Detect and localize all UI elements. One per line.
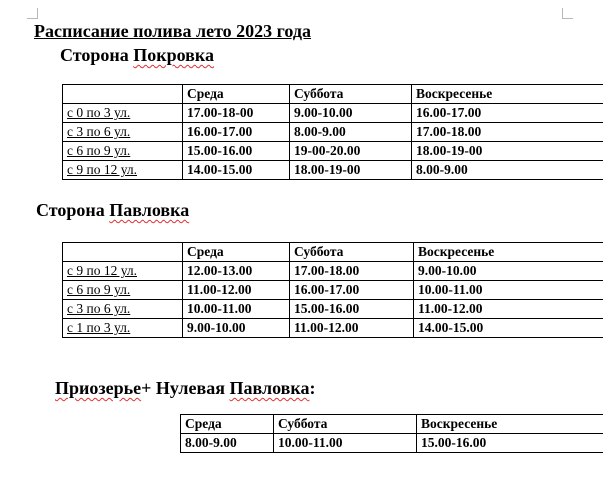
time-cell: 18.00-19-00 [290,161,412,180]
table-body [63,243,603,338]
time-cell: 9.00-10.00 [183,319,290,338]
header-cell: Среда [183,85,290,104]
section-heading-pavlovka [36,200,189,221]
street-range-cell: с 1 по 3 ул. [63,319,183,338]
table-row [63,319,603,338]
street-range-cell: с 0 по 3 ул. [63,104,183,123]
street-range-cell: с 9 по 12 ул. [63,161,183,180]
time-cell: 8.00-9.00 [412,161,603,180]
heading-colon: : [309,378,316,398]
table-row [63,161,603,180]
heading-name: Павловка [109,200,190,220]
table-row [63,262,603,281]
schedule-table-pavlovka [62,242,603,338]
heading-name-2: Павловка [229,378,310,398]
header-cell: Среда [181,415,274,434]
time-cell: 10.00-11.00 [183,300,290,319]
section-heading-pokrovka [60,45,214,66]
header-cell: Суббота [274,415,417,434]
heading-name: Покровка [133,45,215,65]
time-cell: 17.00-18.00 [412,123,603,142]
crop-mark-top-left [27,8,38,19]
time-cell: 15.00-16.00 [290,300,414,319]
table-header-row [181,415,603,434]
heading-name: Приозерье [55,378,142,398]
table-body [63,85,603,180]
time-cell: 17.00-18.00 [290,262,414,281]
header-cell: Воскресенье [414,243,603,262]
street-range-cell: с 6 по 9 ул. [63,142,183,161]
header-cell: Воскресенье [417,415,603,434]
time-cell: 17.00-18-00 [183,104,290,123]
time-cell: 8.00-9.00 [181,434,274,453]
header-cell-blank [63,243,183,262]
time-cell: 19-00-20.00 [290,142,412,161]
header-cell-blank [63,85,183,104]
heading-rest: + Нулевая [141,378,230,398]
time-cell: 10.00-11.00 [414,281,603,300]
table-header-row [63,85,603,104]
time-cell: 15.00-16.00 [183,142,290,161]
table-header-row [63,243,603,262]
time-cell: 12.00-13.00 [183,262,290,281]
heading-prefix: Сторона [60,45,134,65]
table-row [63,300,603,319]
time-cell: 15.00-16.00 [417,434,603,453]
header-cell: Суббота [290,85,412,104]
heading-prefix: Сторона [36,200,110,220]
schedule-table-priozerye [180,414,603,453]
table-row [63,123,603,142]
time-cell: 11.00-12.00 [183,281,290,300]
time-cell: 14.00-15.00 [414,319,603,338]
time-cell: 16.00-17.00 [412,104,603,123]
table-row [63,281,603,300]
crop-mark-top-right [562,8,573,19]
table-row [63,142,603,161]
time-cell: 8.00-9.00 [290,123,412,142]
table-body [181,415,603,453]
schedule-table-pokrovka [62,84,603,180]
time-cell: 16.00-17.00 [290,281,414,300]
header-cell: Среда [183,243,290,262]
header-cell: Воскресенье [412,85,603,104]
street-range-cell: с 3 по 6 ул. [63,123,183,142]
street-range-cell: с 6 по 9 ул. [63,281,183,300]
time-cell: 16.00-17.00 [183,123,290,142]
table-row [63,104,603,123]
time-cell: 11.00-12.00 [290,319,414,338]
time-cell: 11.00-12.00 [414,300,603,319]
street-range-cell: с 3 по 6 ул. [63,300,183,319]
street-range-cell: с 9 по 12 ул. [63,262,183,281]
table-row [181,434,603,453]
time-cell: 18.00-19-00 [412,142,603,161]
section-heading-priozerye [55,378,315,399]
time-cell: 9.00-10.00 [414,262,603,281]
time-cell: 14.00-15.00 [183,161,290,180]
time-cell: 9.00-10.00 [290,104,412,123]
time-cell: 10.00-11.00 [274,434,417,453]
header-cell: Суббота [290,243,414,262]
document-title: Расписание полива лето 2023 года [34,21,311,41]
